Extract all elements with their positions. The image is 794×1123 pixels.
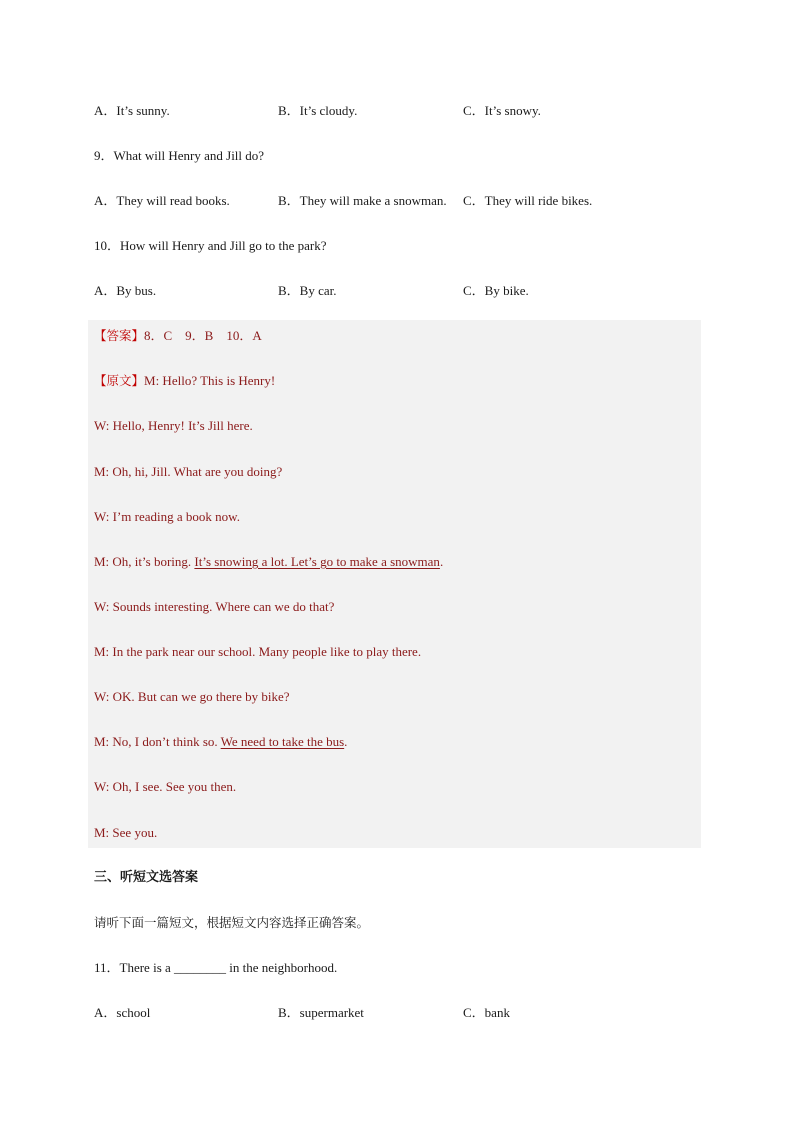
q8-options: [94, 101, 654, 121]
q11-option-c: C．bank: [463, 1005, 510, 1020]
q9-options: [94, 191, 654, 211]
q9-option-a: A．They will read books.: [94, 193, 230, 208]
transcript-line-7: M: In the park near our school. Many people like to play there.: [94, 644, 422, 659]
transcript-line-4: W: I’m reading a book now.: [94, 509, 240, 524]
transcript-tag: 【原文】: [94, 373, 145, 388]
q9-option-b: B．They will make a snowman.: [278, 193, 447, 208]
transcript-line-6: W: Sounds interesting. Where can we do that?: [94, 599, 335, 614]
transcript-line-5: [94, 552, 443, 572]
transcript-line-9-end: .: [344, 734, 348, 749]
q8-option-c: C．It’s snowy.: [463, 103, 541, 118]
q11-option-b: B．supermarket: [278, 1005, 364, 1020]
q8-option-b: B．It’s cloudy.: [278, 103, 358, 118]
q11-options: [94, 1003, 654, 1023]
q10-option-a: A．By bus.: [94, 283, 157, 298]
q10-question: 10．How will Henry and Jill go to the park?: [94, 238, 327, 253]
answer-line: [94, 326, 262, 346]
q10-option-c: C．By bike.: [463, 283, 529, 298]
transcript-text: M: Hello? This is Henry!: [144, 373, 276, 388]
transcript-line-10: W: Oh, I see. See you then.: [94, 779, 237, 794]
answer-tag: 【答案】: [94, 328, 145, 343]
q8-option-a: A．It’s sunny.: [94, 103, 170, 118]
section-3-instruction: 请听下面一篇短文，根据短文内容选择正确答案。: [94, 915, 370, 930]
q10-option-b: B．By car.: [278, 283, 337, 298]
transcript-line-11: M: See you.: [94, 825, 158, 840]
transcript-line-5-end: .: [439, 554, 444, 569]
q11-option-a: A．school: [94, 1005, 151, 1020]
transcript-line-1: [94, 371, 275, 391]
transcript-line-2: W: Hello, Henry! It’s Jill here.: [94, 418, 253, 433]
transcript-line-8: W: OK. But can we go there by bike?: [94, 689, 290, 704]
section-3-title: 三、听短文选答案: [94, 870, 199, 885]
q11-question: 11．There is a ________ in the neighborhood.: [94, 960, 338, 975]
transcript-line-5-start: M: Oh, it’s boring.: [94, 554, 195, 569]
q9-option-c: C．They will ride bikes.: [463, 193, 593, 208]
transcript-line-9-underlined: We need to take the bus: [220, 734, 345, 749]
transcript-line-9-start: M: No, I don’t think so.: [94, 734, 221, 749]
transcript-line-3: M: Oh, hi, Jill. What are you doing?: [94, 464, 283, 479]
q9-question: 9．What will Henry and Jill do?: [94, 148, 265, 163]
transcript-line-5-underlined: It’s snowing a lot. Let’s go to make a snowman: [194, 554, 440, 569]
q10-options: [94, 281, 654, 301]
answer-text: 8．C 9．B 10．A: [144, 328, 262, 343]
answer-panel: [88, 320, 701, 848]
transcript-line-9: [94, 732, 347, 752]
